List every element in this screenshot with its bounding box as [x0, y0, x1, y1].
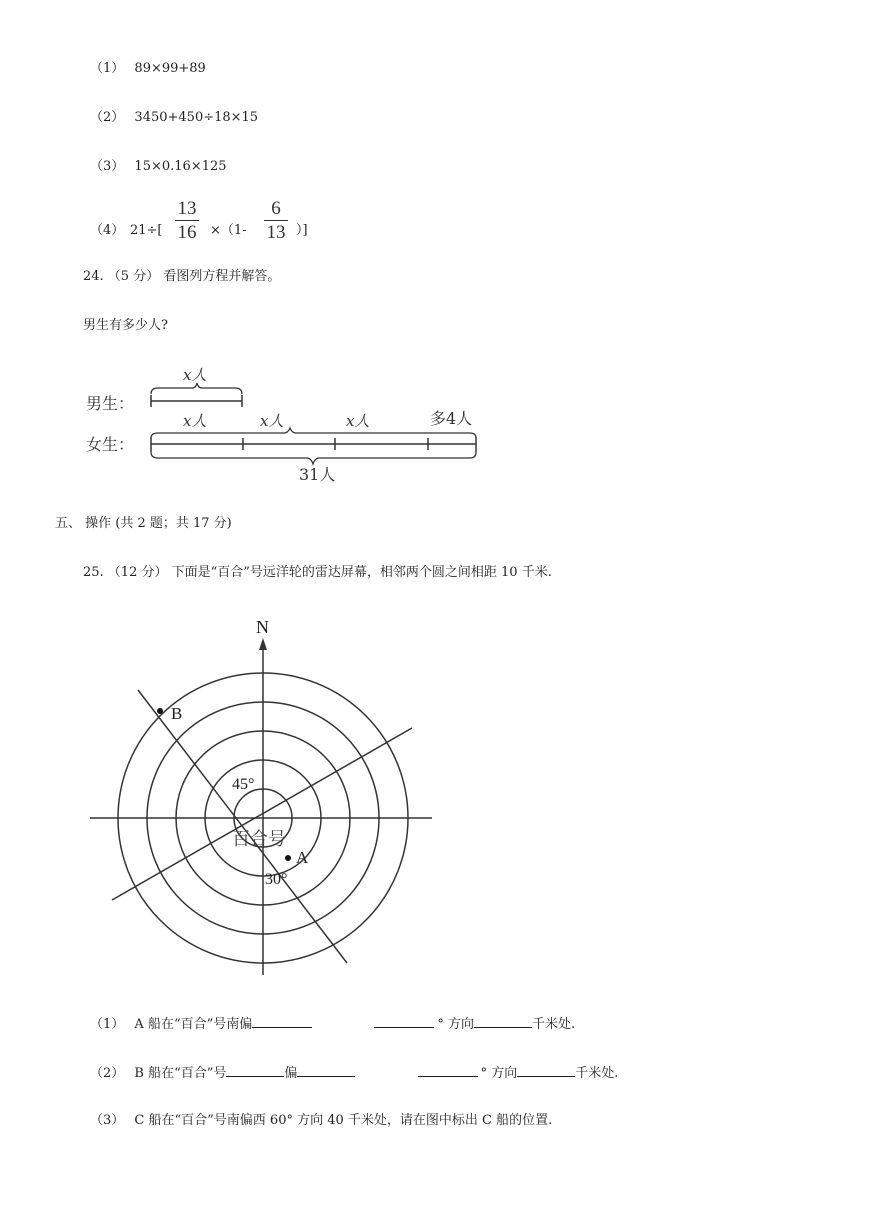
sub-question-text: B 船在“百合”号 — [134, 1066, 227, 1081]
item-number: （3） — [90, 159, 125, 174]
line-nw-se — [138, 690, 347, 963]
answer-blank[interactable] — [297, 1065, 355, 1077]
girls-x-label-1: x人 — [183, 412, 207, 430]
answer-blank[interactable] — [252, 1016, 312, 1028]
total-label: 31人 — [299, 465, 336, 484]
point-a-label: A — [296, 848, 309, 867]
fraction-numerator: 13 — [177, 198, 197, 219]
item-number: （3） — [90, 1113, 125, 1128]
sub-question-text: 千米处. — [532, 1017, 576, 1032]
girls-x-label-3: x人 — [346, 412, 370, 430]
point-b-dot — [157, 708, 163, 714]
angle-45-label: 45° — [232, 776, 255, 793]
expression: 15×0.16×125 — [134, 159, 227, 174]
question-24-header: 24. （5 分） 看图列方程并解答。 — [83, 269, 281, 284]
item-number: （1） — [90, 1017, 125, 1032]
item-number: （2） — [90, 110, 125, 125]
sub-question-text: ° 方向 — [437, 1017, 475, 1032]
girls-x-label-2: x人 — [260, 412, 284, 430]
answer-blank[interactable] — [374, 1016, 434, 1028]
north-arrow-head — [259, 638, 267, 650]
angle-30-label: 30° — [265, 871, 288, 888]
item-number: （1） — [90, 61, 125, 76]
boys-label: 男生： — [86, 394, 135, 413]
north-label: N — [256, 617, 269, 637]
calc-item-4-mid: ×（1- — [210, 223, 247, 238]
fraction-denominator: 13 — [266, 222, 286, 243]
sub-question-text: A 船在“百合”号南偏 — [134, 1017, 253, 1032]
sub-question-text: ° 方向 — [480, 1066, 518, 1081]
fraction-denominator: 16 — [177, 222, 197, 243]
answer-blank[interactable] — [226, 1065, 284, 1077]
girls-label: 女生： — [86, 435, 135, 454]
boys-x-label: x人 — [183, 366, 207, 384]
answer-blank[interactable] — [418, 1065, 478, 1077]
point-b-label: B — [171, 704, 183, 723]
sub-question-text: 千米处. — [575, 1066, 619, 1081]
fraction-numerator: 6 — [271, 198, 281, 219]
question-24-text: 男生有多少人? — [83, 318, 168, 333]
line-sw-ne — [112, 728, 412, 900]
sub-question-3 — [90, 1114, 552, 1127]
calc-item-4-number: （4） — [90, 223, 125, 238]
calc-item-4-post: ）] — [296, 223, 308, 238]
expression: 89×99+89 — [134, 61, 206, 76]
item-number: （2） — [90, 1066, 125, 1081]
question-25-header: 25. （12 分） 下面是“百合”号远洋轮的雷达屏幕，相邻两个圆之间相距 10 千米. — [83, 565, 552, 580]
expression: 3450+450÷18×15 — [134, 110, 259, 125]
calc-item-4-pre: 21÷[ — [130, 223, 163, 238]
sub-question-1 — [90, 1016, 575, 1031]
point-a-dot — [285, 855, 291, 861]
answer-blank[interactable] — [517, 1065, 575, 1077]
answer-blank[interactable] — [474, 1016, 532, 1028]
sub-question-2 — [90, 1065, 618, 1080]
center-ship-label: 百合号 — [232, 829, 286, 850]
extra-4-label: 多4人 — [430, 409, 473, 428]
sub-question-text: 偏 — [284, 1066, 298, 1081]
sub-question-text: C 船在“百合”号南偏西 60° 方向 40 千米处，请在图中标出 C 船的位置. — [134, 1113, 553, 1128]
section-5-title: 五、 操作 (共 2 题；共 17 分) — [55, 516, 232, 531]
